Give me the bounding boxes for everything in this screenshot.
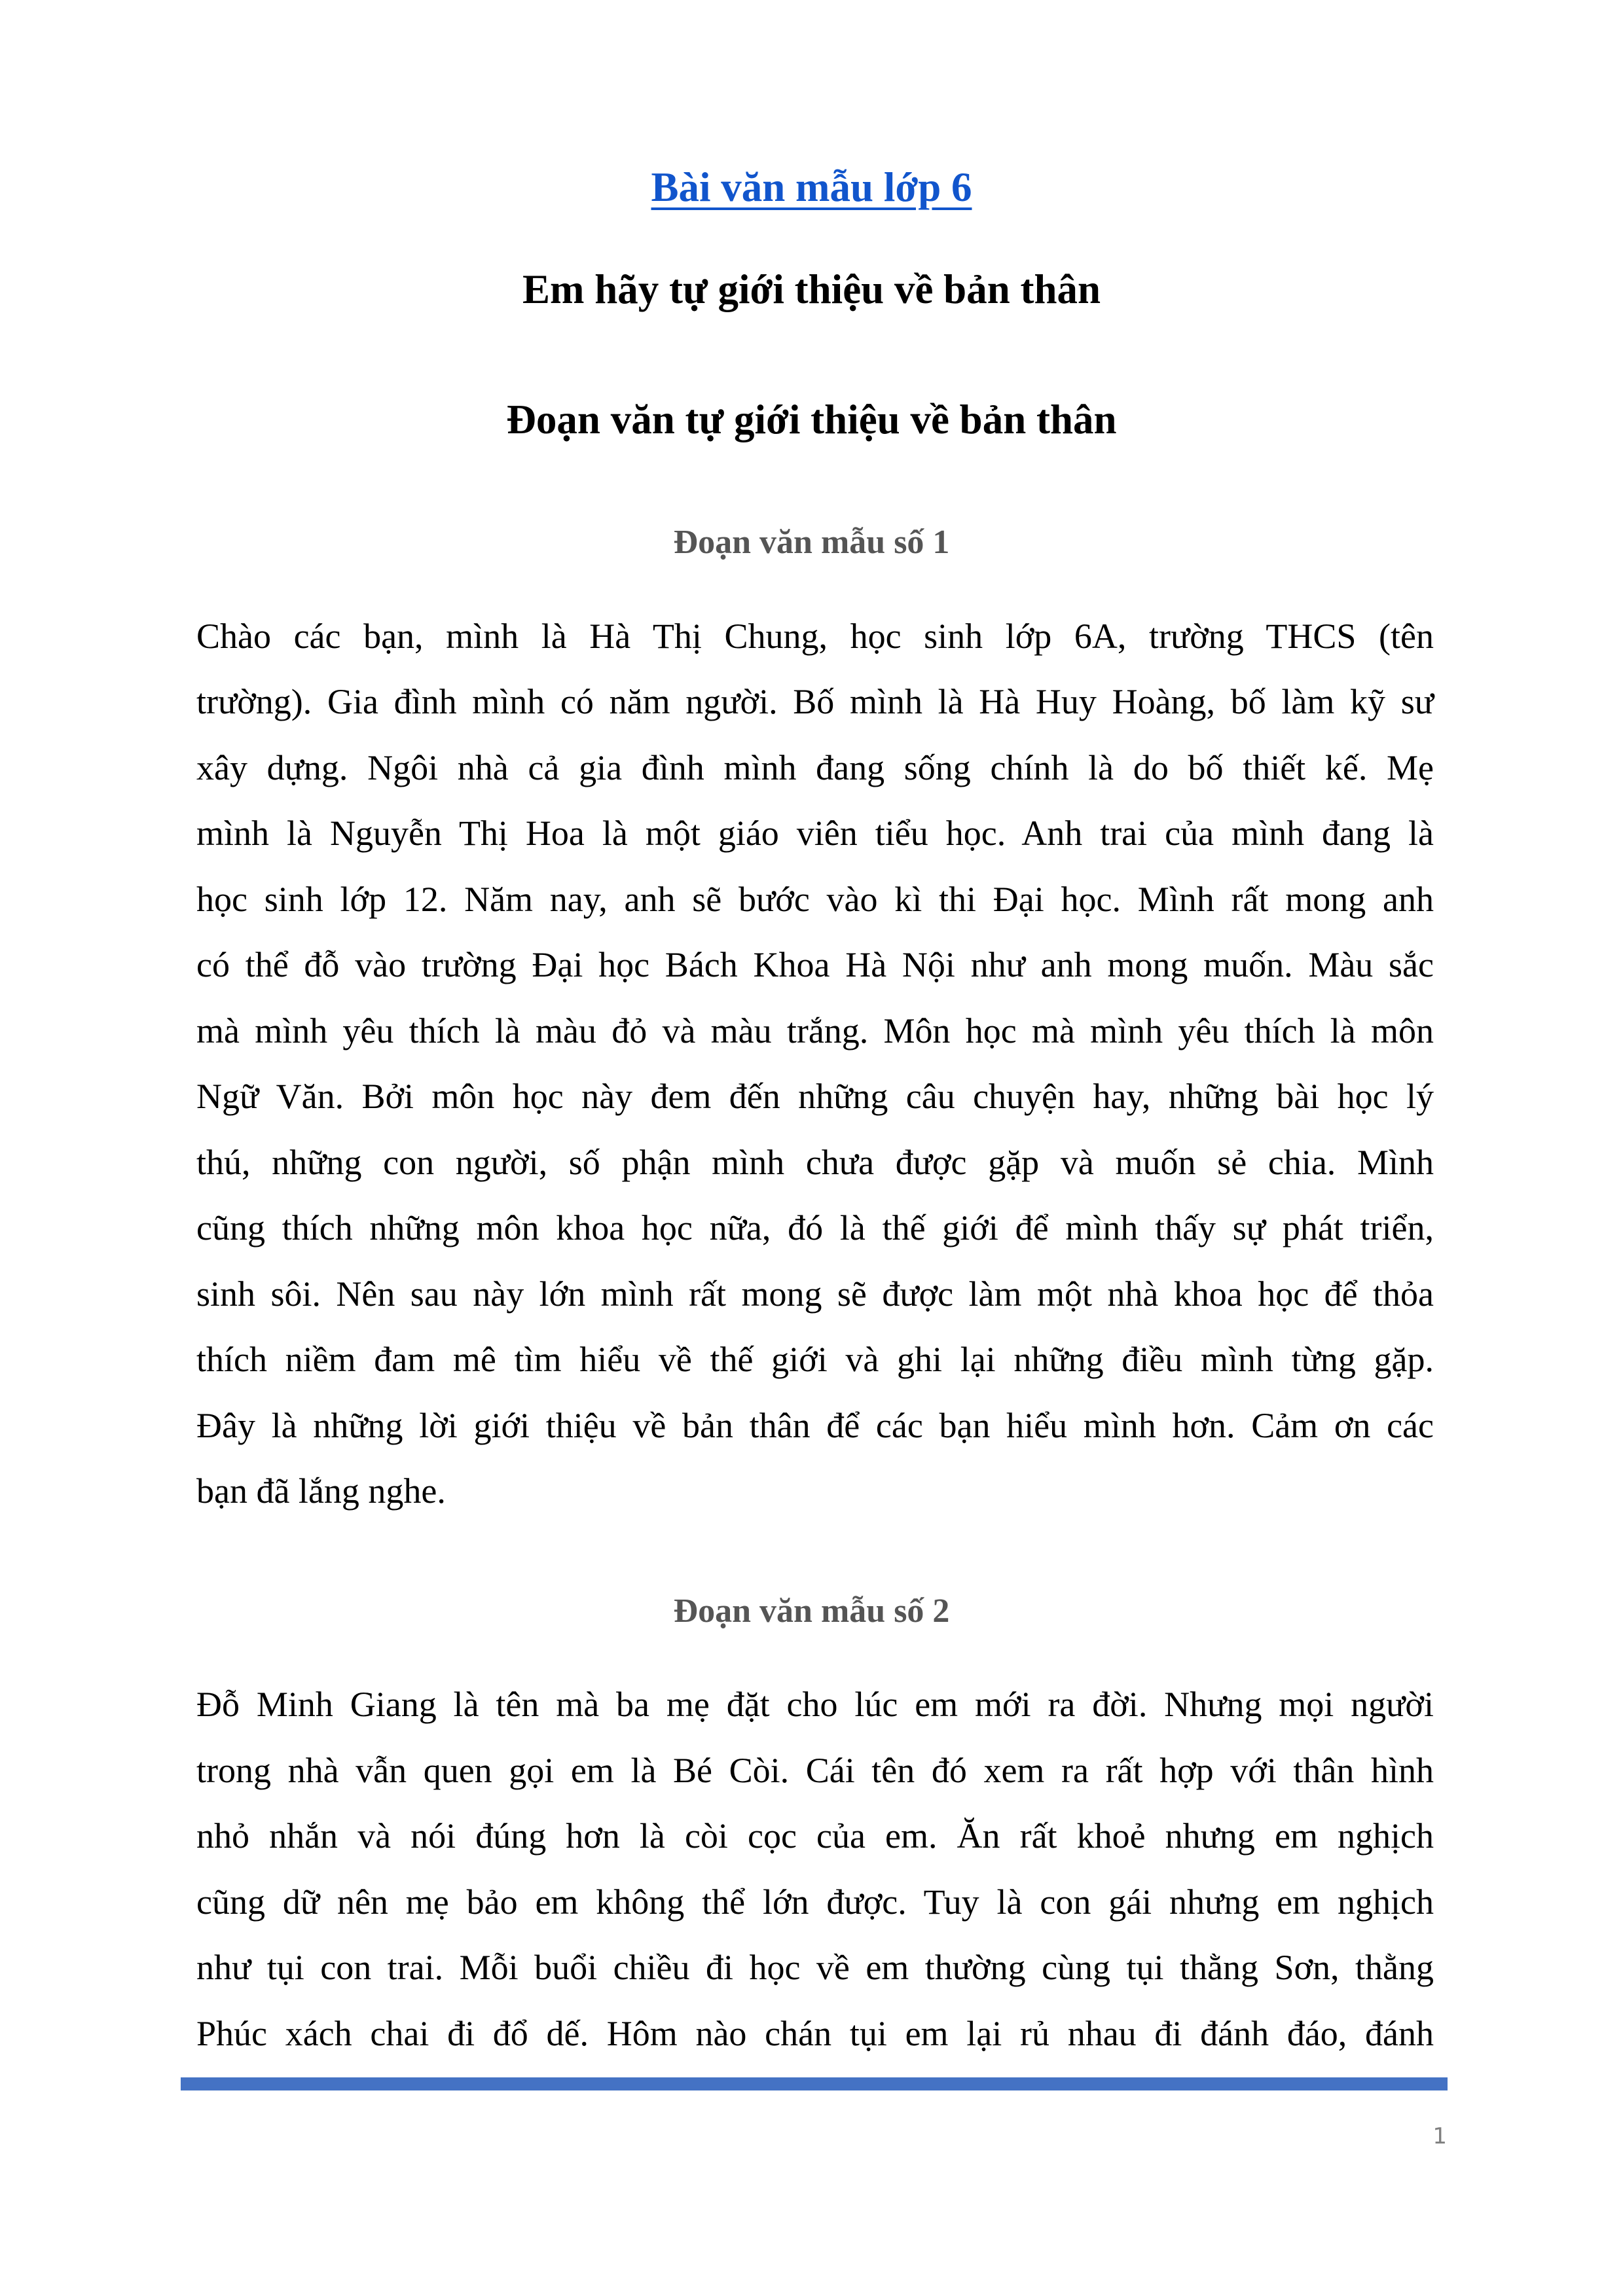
paragraph-line: cũng dữ nên mẹ bảo em không thể lớn được. Tuy là con gái nhưng em nghịch bbox=[196, 1882, 1434, 1922]
paragraph-line: thích niềm đam mê tìm hiểu về thế giới và ghi lại những điều mình từng gặp. bbox=[196, 1340, 1434, 1379]
paragraph-line: Ngữ Văn. Bởi môn học này đem đến những câu chuyện hay, những bài học lý bbox=[196, 1077, 1434, 1116]
section-2-heading: Đoạn văn mẫu số 2 bbox=[673, 1592, 950, 1630]
paragraph-line: thú, những con người, số phận mình chưa được gặp và muốn sẻ chia. Mình bbox=[196, 1143, 1434, 1182]
page-title: Em hãy tự giới thiệu về bản thân bbox=[522, 266, 1101, 312]
paragraph-line: Đây là những lời giới thiệu về bản thân để các bạn hiểu mình hơn. Cảm ơn các bbox=[196, 1406, 1434, 1445]
paragraph-line: trong nhà vẫn quen gọi em là Bé Còi. Cái tên đó xem ra rất hợp với thân hình bbox=[196, 1751, 1434, 1790]
paragraph-line: trường). Gia đình mình có năm người. Bố mình là Hà Huy Hoàng, bố làm kỹ sư bbox=[196, 682, 1434, 721]
paragraph-line: bạn đã lắng nghe. bbox=[196, 1471, 446, 1511]
paragraph-line: mình là Nguyễn Thị Hoa là một giáo viên tiểu học. Anh trai của mình đang là bbox=[196, 814, 1434, 853]
section-1-heading: Đoạn văn mẫu số 1 bbox=[673, 524, 950, 561]
document-link-title[interactable]: Bài văn mẫu lớp 6 bbox=[651, 164, 972, 210]
paragraph-line: sinh sôi. Nên sau này lớn mình rất mong sẽ được làm một nhà khoa học để thỏa bbox=[196, 1274, 1434, 1314]
paragraph-line: Chào các bạn, mình là Hà Thị Chung, học sinh lớp 6A, trường THCS (tên bbox=[196, 617, 1434, 656]
paragraph-line: có thể đỗ vào trường Đại học Bách Khoa Hà Nội như anh mong muốn. Màu sắc bbox=[196, 945, 1434, 984]
page-subtitle: Đoạn văn tự giới thiệu về bản thân bbox=[506, 397, 1117, 442]
paragraph-line: Đỗ Minh Giang là tên mà ba mẹ đặt cho lúc em mới ra đời. Nhưng mọi người bbox=[196, 1685, 1434, 1724]
page-number: 1 bbox=[1432, 2123, 1447, 2149]
footer-divider bbox=[181, 2077, 1448, 2090]
paragraph-line: Phúc xách chai đi đổ dế. Hôm nào chán tụi em lại rủ nhau đi đánh đáo, đánh bbox=[196, 2014, 1434, 2053]
paragraph-line: như tụi con trai. Mỗi buổi chiều đi học về em thường cùng tụi thằng Sơn, thằng bbox=[196, 1948, 1434, 1987]
paragraph-line: nhỏ nhắn và nói đúng hơn là còi cọc của em. Ăn rất khoẻ nhưng em nghịch bbox=[196, 1816, 1434, 1856]
paragraph-line: mà mình yêu thích là màu đỏ và màu trắng. Môn học mà mình yêu thích là môn bbox=[196, 1011, 1434, 1050]
paragraph-line: học sinh lớp 12. Năm nay, anh sẽ bước vào kì thi Đại học. Mình rất mong anh bbox=[196, 880, 1434, 919]
paragraph-line: xây dựng. Ngôi nhà cả gia đình mình đang sống chính là do bố thiết kế. Mẹ bbox=[196, 748, 1434, 787]
paragraph-line: cũng thích những môn khoa học nữa, đó là thế giới để mình thấy sự phát triển, bbox=[196, 1208, 1434, 1247]
